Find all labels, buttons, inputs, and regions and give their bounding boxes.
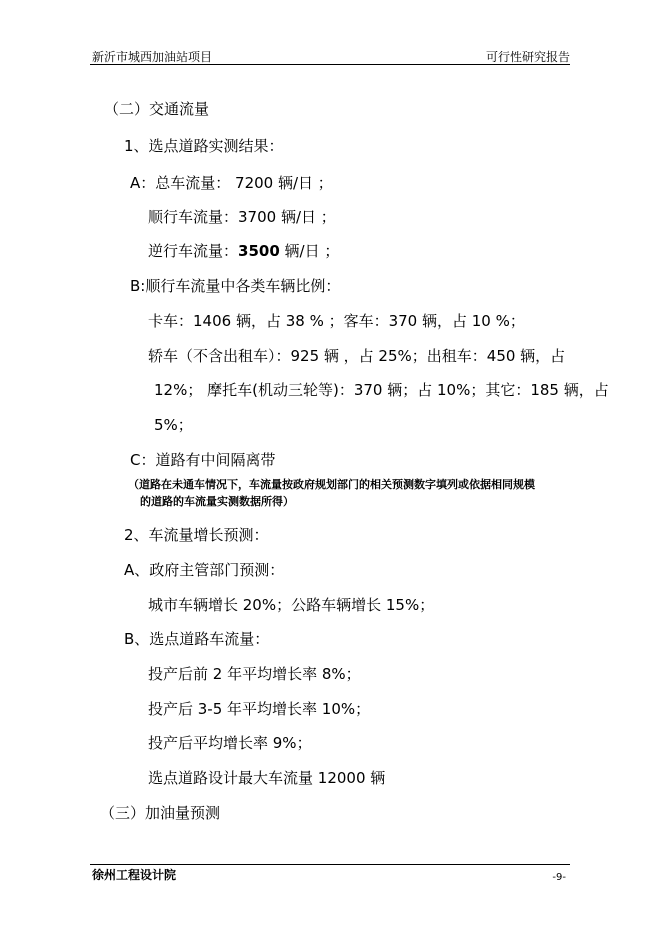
median-divider-note: C：道路有中间隔离带 [130, 451, 276, 469]
government-forecast-values: 城市车辆增长 20%；公路车辆增长 15%； [148, 596, 435, 614]
page-number: -9- [552, 872, 566, 883]
total-traffic: A：总车流量： 7200 辆/日 ； [130, 174, 333, 192]
section-3-heading: （三）加油量预测 [100, 804, 221, 822]
header-divider [90, 64, 570, 65]
government-forecast-heading: A、政府主管部门预测： [124, 561, 285, 579]
header-report-type: 可行性研究报告 [485, 50, 570, 64]
vehicle-ratio-line-1: 卡车：1406 辆，占 38 % ；客车：370 辆，占 10 %； [148, 312, 525, 330]
vehicle-ratio-line-3: 12%； 摩托车(机动三轮等)：370 辆；占 10%；其它：185 辆，占 [154, 381, 609, 399]
header-project-title: 新沂市城西加油站项目 [92, 50, 213, 64]
reverse-traffic-unit: 辆/日 ； [284, 242, 340, 260]
vehicle-ratio-line-4: 5%； [154, 416, 193, 434]
vehicle-ratio-line-2: 轿车（不含出租车）：925 辆 ，占 25%；出租车：450 辆，占 [148, 347, 566, 365]
reverse-traffic-label: 逆行车流量： [148, 242, 239, 260]
vehicle-ratio-heading: B:顺行车流量中各类车辆比例： [130, 277, 341, 295]
estimation-note-line-1: （道路在未通车情况下，车流量按政府规划部门的相关预测数字填列或依据相同规模 [128, 478, 535, 491]
footer-institute: 徐州工程设计院 [92, 868, 177, 882]
site-growth-line-3: 投产后平均增长率 9%； [148, 734, 312, 752]
footer-divider [90, 864, 570, 865]
estimation-note-line-2: 的道路的车流量实测数据所得） [140, 495, 294, 508]
site-growth-line-2: 投产后 3-5 年平均增长率 10%； [148, 700, 371, 718]
item-2-heading: 2、车流量增长预测： [124, 526, 269, 544]
forward-traffic: 顺行车流量：3700 辆/日 ； [148, 208, 336, 226]
site-growth-line-1: 投产后前 2 年平均增长率 8%； [148, 665, 361, 683]
reverse-traffic-value: 3500 [238, 242, 280, 260]
site-max-traffic: 选点道路设计最大车流量 12000 辆 [148, 769, 386, 787]
site-road-heading: B、选点道路车流量： [124, 630, 270, 648]
section-2-heading: （二）交通流量 [104, 100, 210, 118]
reverse-traffic [148, 242, 339, 260]
item-1-heading: 1、选点道路实测结果： [124, 137, 284, 155]
